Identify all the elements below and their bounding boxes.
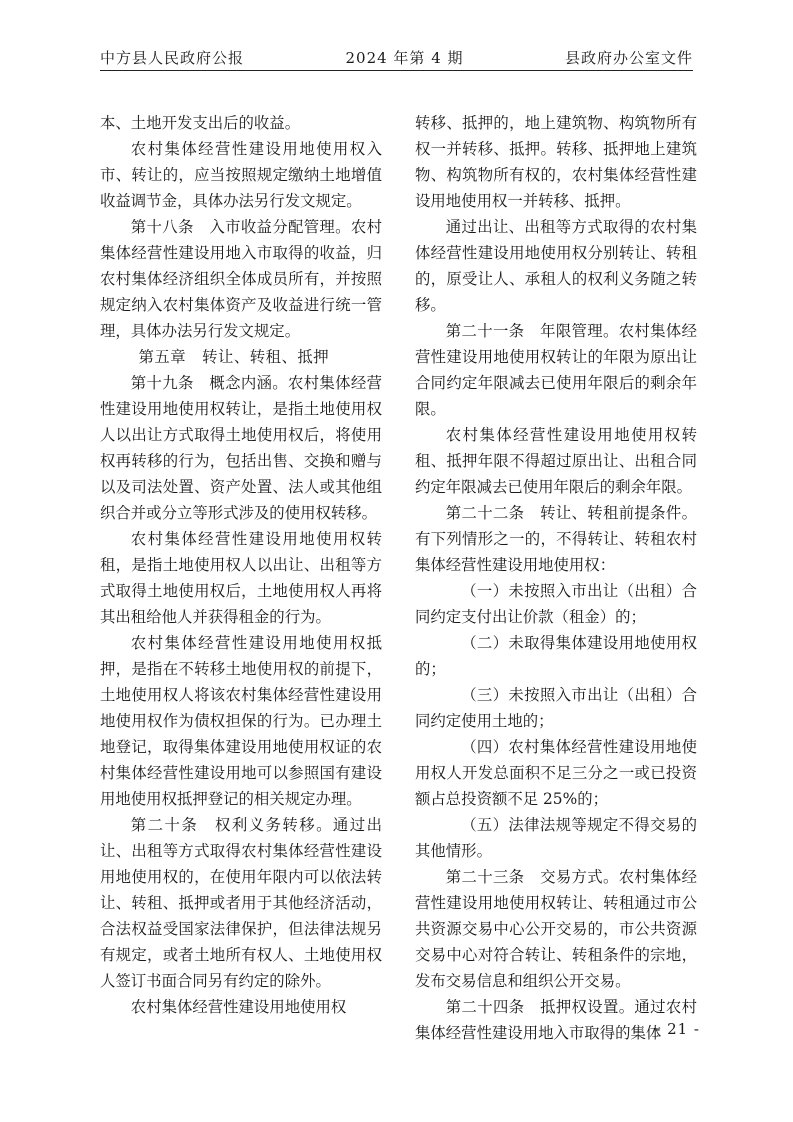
article-21: 第二十一条 年限管理。农村集体经营性建设用地使用权转让的年限为原出让合同约定年限减去已使用年限后的剩余年限。: [415, 322, 697, 418]
article-23: 第二十三条 交易方式。农村集体经营性建设用地使用权转让、转租通过市公共资源交易中心公开交易的，市公共资源交易中心对符合转让、转租条件的宗地，发布交易信息和组织公开交易。: [415, 868, 697, 990]
paragraph: 本、土地开发支出后的收益。: [100, 114, 301, 132]
article-22: 第二十二条 转让、转租前提条件。有下列情形之一的，不得转让、转租农村集体经营性建设用地使用权：: [415, 504, 697, 574]
paragraph: 农村集体经营性建设用地使用权转租、抵押年限不得超过原出让、出租合同约定年限减去已使用年限后的剩余年限。: [415, 426, 697, 496]
header-publication-name: 中方县人民政府公报: [100, 49, 245, 67]
paragraph: 农村集体经营性建设用地使用权转租，是指土地使用权人以出让、出租等方式取得土地使用权后，土地使用权人再将其出租给他人并获得租金的行为。: [100, 530, 382, 626]
header-section: 县政府办公室文件: [564, 49, 693, 67]
list-item: （五）法律法规等规定不得交易的其他情形。: [415, 816, 697, 860]
list-item: （三）未按照入市出让（出租）合同约定使用土地的；: [415, 686, 697, 730]
article-20: 第二十条 权利义务转移。通过出让、出租等方式取得农村集体经营性建设用地使用权的，在使用年限内可以依法转让、转租、抵押或者用于其他经济活动，合法权益受国家法律保护，但法律法规另有规定，或者土地所有权人、土地使用权人签订书面合同另有约定的除外。: [100, 816, 382, 990]
article-18: 第十八条 入市收益分配管理。农村集体经营性建设用地入市取得的收益，归农村集体经济组织全体成员所有，并按照规定纳入农村集体资产及收益进行统一管理，具体办法另行发文规定。: [100, 218, 382, 340]
page-header: [100, 46, 693, 68]
page-number: - 21 -: [655, 1020, 700, 1038]
paragraph: 农村集体经营性建设用地使用权抵押，是指在不转移土地使用权的前提下，土地使用权人将该农村集体经营性建设用地使用权作为债权担保的行为。已办理土地登记，取得集体建设用地使用权证的农村集体经营性建设用地可以参照国有建设用地使用权抵押登记的相关规定办理。: [100, 634, 382, 808]
right-column: [415, 110, 697, 1040]
header-issue: 2024 年第 4 期: [345, 49, 464, 67]
list-item: （一）未按照入市出让（出租）合同约定支付出让价款（租金）的；: [415, 582, 697, 626]
paragraph: 农村集体经营性建设用地使用权: [130, 998, 347, 1016]
header-rule: [100, 70, 693, 71]
paragraph: 通过出让、出租等方式取得的农村集体经营性建设用地使用权分别转让、转租的，原受让人、承租人的权利义务随之转移。: [415, 218, 697, 314]
chapter-heading: 第五章 转让、转租、抵押: [138, 348, 330, 366]
article-24: 第二十四条 抵押权设置。通过农村集体经营性建设用地入市取得的集体: [415, 998, 697, 1040]
paragraph: 转移、抵押的，地上建筑物、构筑物所有权一并转移、抵押。转移、抵押地上建筑物、构筑物所有权的，农村集体经营性建设用地使用权一并转移、抵押。: [415, 114, 697, 210]
list-item: （四）农村集体经营性建设用地使用权人开发总面积不足三分之一或已投资额占总投资额不足 25%的；: [415, 738, 697, 808]
article-19: 第十九条 概念内涵。农村集体经营性建设用地使用权转让，是指土地使用权人以出让方式取得土地使用权后，将使用权再转移的行为，包括出售、交换和赠与以及司法处置、资产处置、法人或其他组织合并或分立等形式涉及的使用权转移。: [100, 374, 382, 522]
list-item: （二）未取得集体建设用地使用权的；: [415, 634, 697, 678]
left-column: [100, 110, 382, 1040]
paragraph: 农村集体经营性建设用地使用权入市、转让的，应当按照规定缴纳土地增值收益调节金，具体办法另行发文规定。: [100, 140, 382, 210]
